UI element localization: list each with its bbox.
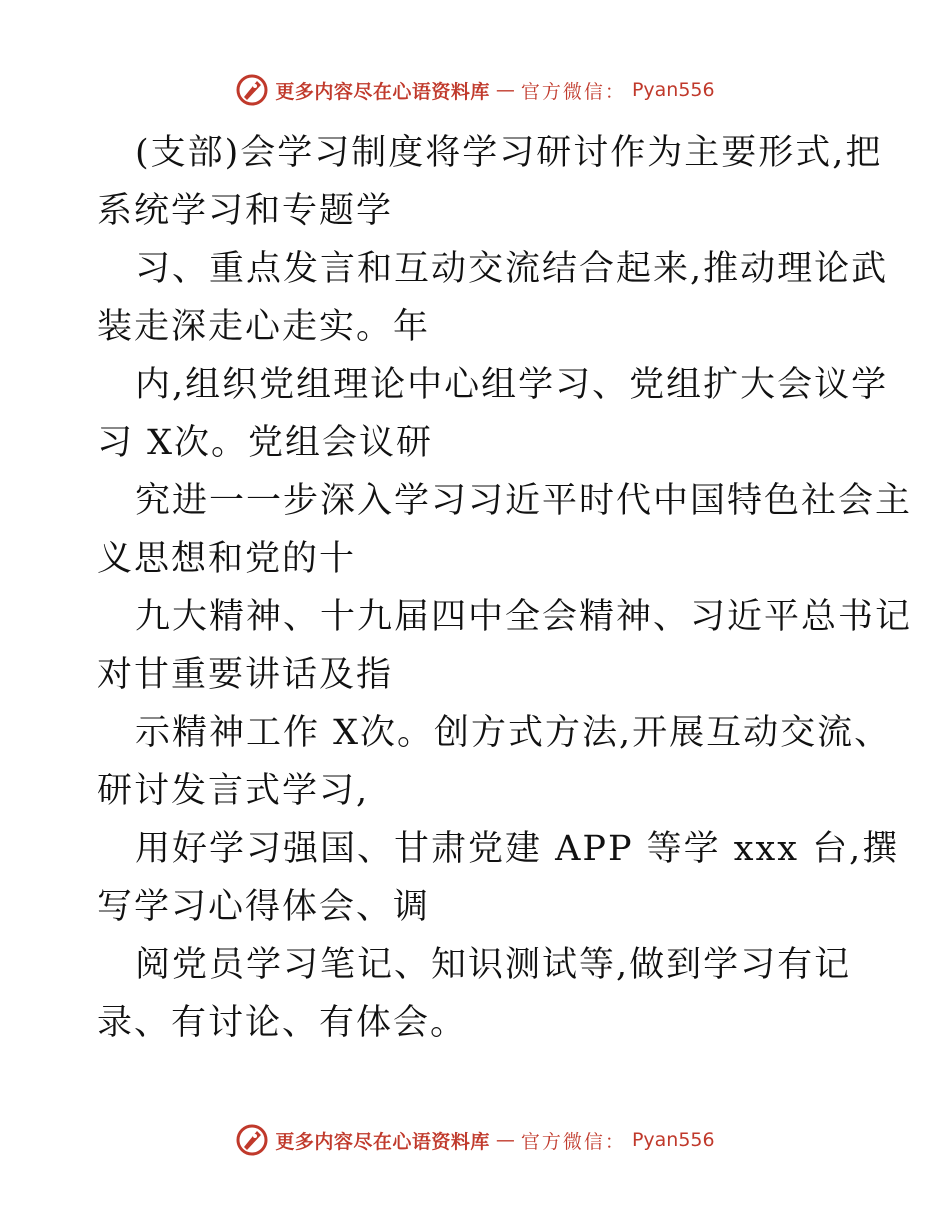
- text-line: 习 X次。党组会议研: [97, 423, 434, 463]
- watermark-wechat-id: Pyan556: [631, 79, 715, 101]
- text-line: 录、有讨论、有体会。: [97, 1003, 468, 1043]
- text-line: 对甘重要讲话及指: [97, 655, 394, 695]
- watermark-site-text: 更多内容尽在心语资料库: [275, 1130, 490, 1153]
- text-line: 习、重点发言和互动交流结合起来,推动理论武: [135, 249, 889, 289]
- text-line: 义思想和党的十: [97, 539, 357, 579]
- text-line: 用好学习强国、甘肃党建 APP 等学 xxx 台,撰: [135, 829, 900, 869]
- pen-nib-logo-icon: [235, 73, 269, 107]
- text-line: 写学习心得体会、调: [97, 887, 431, 927]
- footer-watermark: [0, 1120, 950, 1160]
- watermark-group: [235, 73, 714, 107]
- watermark-separator: —: [495, 1129, 515, 1151]
- watermark-wechat-id: Pyan556: [631, 1129, 715, 1151]
- watermark-official-label: 官方微信：: [520, 80, 626, 103]
- text-line: 装走深走心走实。年: [97, 307, 431, 347]
- pen-nib-logo-icon: [235, 1123, 269, 1157]
- header-watermark: [0, 70, 950, 110]
- watermark-official-label: 官方微信：: [520, 1130, 626, 1153]
- text-line: 九大精神、十九届四中全会精神、习近平总书记: [135, 597, 913, 637]
- text-line: 究进一一步深入学习习近平时代中国特色社会主: [135, 481, 913, 521]
- text-line: 内,组织党组理论中心组学习、党组扩大会议学: [135, 365, 889, 405]
- text-line: 系统学习和专题学: [97, 191, 394, 231]
- watermark-group: [235, 1123, 714, 1157]
- watermark-site-text: 更多内容尽在心语资料库: [275, 80, 490, 103]
- text-line: 示精神工作 X次。创方式方法,开展互动交流、: [135, 713, 892, 753]
- text-line: 研讨发言式学习,: [97, 771, 370, 811]
- text-line: (支部)会学习制度将学习研讨作为主要形式,把: [135, 133, 883, 173]
- watermark-separator: —: [495, 79, 515, 101]
- text-line: 阅党员学习笔记、知识测试等,做到学习有记: [135, 945, 852, 985]
- document-body: [97, 124, 913, 1052]
